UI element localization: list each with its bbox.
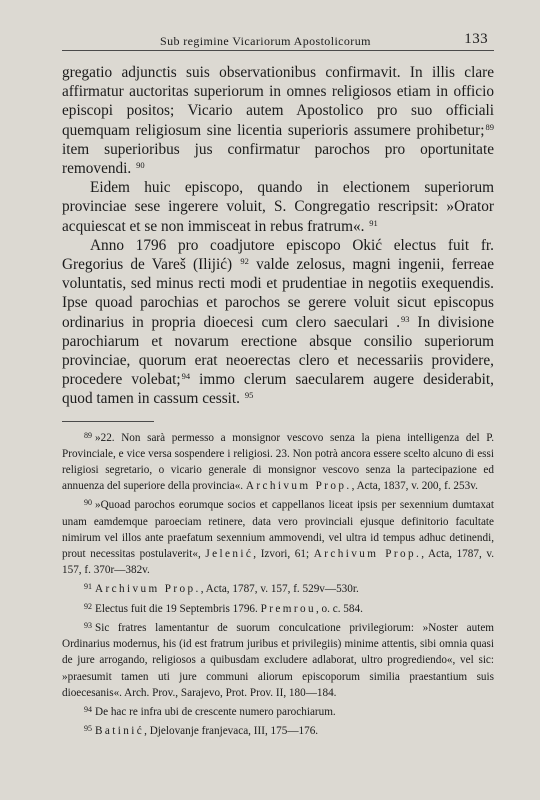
footnote-mark: 90 bbox=[84, 498, 92, 508]
paragraph-2 bbox=[62, 178, 494, 236]
page-number: 133 bbox=[464, 31, 488, 47]
paragraph-1 bbox=[62, 63, 494, 178]
footnote-author: Premrou bbox=[260, 602, 316, 615]
footnote-ref-95: 95 bbox=[244, 390, 254, 401]
footnotes bbox=[62, 430, 494, 740]
footnote-95 bbox=[62, 723, 494, 739]
footnote-mark: 89 bbox=[84, 430, 92, 440]
footnote-92 bbox=[62, 601, 494, 617]
paragraph-1-text-b: item superioribus jus confirmatur parochos pro oportunitate removendi. bbox=[62, 140, 494, 178]
footnote-text: Electus fuit die 19 Septembris 1796. bbox=[95, 602, 258, 615]
footnote-ref-93: 93 bbox=[401, 313, 410, 324]
footnote-separator bbox=[62, 421, 154, 422]
footnote-90 bbox=[62, 497, 494, 578]
footnote-text: , Acta, 1787, v. 157, f. 529v—530r. bbox=[200, 583, 359, 596]
footnote-text: , Acta, 1787, v. 157, f. 370r—382v. bbox=[62, 548, 495, 577]
footnote-ref-90: 90 bbox=[136, 160, 145, 171]
footnote-mark: 93 bbox=[84, 620, 92, 630]
footnote-text: , Izvori, 61; bbox=[253, 548, 310, 561]
main-text bbox=[62, 63, 494, 409]
footnote-ref-91: 91 bbox=[369, 217, 378, 228]
running-header bbox=[62, 28, 494, 51]
footnote-text: »22. Non sarà permesso a monsignor vescovo senza la piena intelligenza del P. Provinciale, e vice versa sospendere i religiosi. 23. Non potrà ancora essere scelto alcuno di essi religiosi segretario, o vicario generale di monsignor vescovo senza la partecipazione ed annuenza del superiore della provincia«. bbox=[62, 431, 494, 493]
footnote-89 bbox=[62, 430, 494, 495]
footnote-91 bbox=[62, 581, 494, 597]
paragraph-3-text-b: valde zelosus, magni ingenii, ferreae voluntatis, sed minus recti modi et prudentiae in negotiis exequendis. Ipse quoad parochias et parochos se gerere voluit sicut episcopus ordinarius in propria dioecesi cum clero saeculari . bbox=[62, 256, 495, 331]
footnote-source: Archivum Prop. bbox=[313, 548, 422, 561]
footnote-93 bbox=[62, 620, 494, 701]
footnote-94 bbox=[62, 704, 494, 720]
footnote-source: Archivum Prop. bbox=[245, 480, 352, 493]
footnote-source: Archivum Prop. bbox=[95, 583, 201, 596]
paragraph-1-text-a: gregatio adjunctis suis observationibus confirmavit. In illis clare affirmatur auctoritas superiorum in omnes religiosos etiam in officio episcopi positos; Vicario autem Apostolico pro suo officiali quemquam religiosum sine licentia superioris assumere prohibetur; bbox=[62, 64, 494, 139]
paragraph-2-text: Eidem huic episcopo, quando in electionem superiorum provinciae sese ingerere voluit, S. Congregatio rescripsit: »Orator acquiescat et se non immisceat in rebus fratrum«. bbox=[62, 179, 494, 235]
footnote-mark: 91 bbox=[84, 582, 92, 592]
footnote-ref-92: 92 bbox=[240, 256, 249, 267]
running-title: Sub regimine Vicariorum Apostolicorum bbox=[160, 34, 371, 48]
footnote-text: De hac re infra ubi de crescente numero parochiarum. bbox=[95, 705, 336, 718]
footnote-author: Jelenić bbox=[205, 548, 254, 561]
paragraph-3-text-c: In divisione parochiarum et novarum erectione absque consilio superiorum provinciae, quorum erat neoerectas clero et necessariis providere, procedere volebat; bbox=[62, 313, 494, 389]
footnote-author: Batinić bbox=[95, 725, 145, 738]
footnote-mark: 92 bbox=[84, 601, 92, 611]
footnote-text: , Djelovanje franjevaca, III, 175—176. bbox=[144, 725, 319, 738]
footnote-text: »Quoad parochos eorumque socios et cappellanos liceat ipsis per sexennium dumtaxat unam eamdemque paroeciam retinere, data vero provinciali ejusque definitorio facultate nimirum vel illos ante praefatum sexennium ammovendi, vel ultra id tempus adhuc detinendi, prout necessitas postulaverit«, bbox=[62, 499, 494, 561]
paragraph-3 bbox=[62, 236, 494, 409]
footnote-text: , Acta, 1837, v. 200, f. 253v. bbox=[351, 480, 478, 493]
footnote-ref-89: 89 bbox=[485, 121, 494, 132]
paragraph-3-text-a: Anno 1796 pro coadjutore episcopo Okić electus fuit fr. Gregorius de Vareš (Ilijić) bbox=[62, 236, 494, 274]
footnote-ref-94: 94 bbox=[181, 371, 191, 382]
footnote-mark: 94 bbox=[84, 704, 92, 714]
footnote-mark: 95 bbox=[84, 724, 92, 734]
paragraph-3-text-d: immo clerum saecularem augere desiderabit, quod tamen in cassum cessit. bbox=[62, 371, 495, 408]
footnote-text: Sic fratres lamentantur de suorum conculcatione privilegiorum: »Noster autem Ordinarius modernus, his (id est fratrum juribus et privilegiis) minime attentis, sibi omnia quasi de jure arrogando, religiosos a quibusdam excludere adlaborat, ultro progrediendo«, vel sic: »praesumit tamen uti jure communi aliorum episcoporum similia praestantium suis dioecesanis«. Arch. Prov., Sarajevo, Prot. Prov. II, 180—184. bbox=[62, 621, 494, 699]
footnote-text: , o. c. 584. bbox=[315, 602, 363, 615]
